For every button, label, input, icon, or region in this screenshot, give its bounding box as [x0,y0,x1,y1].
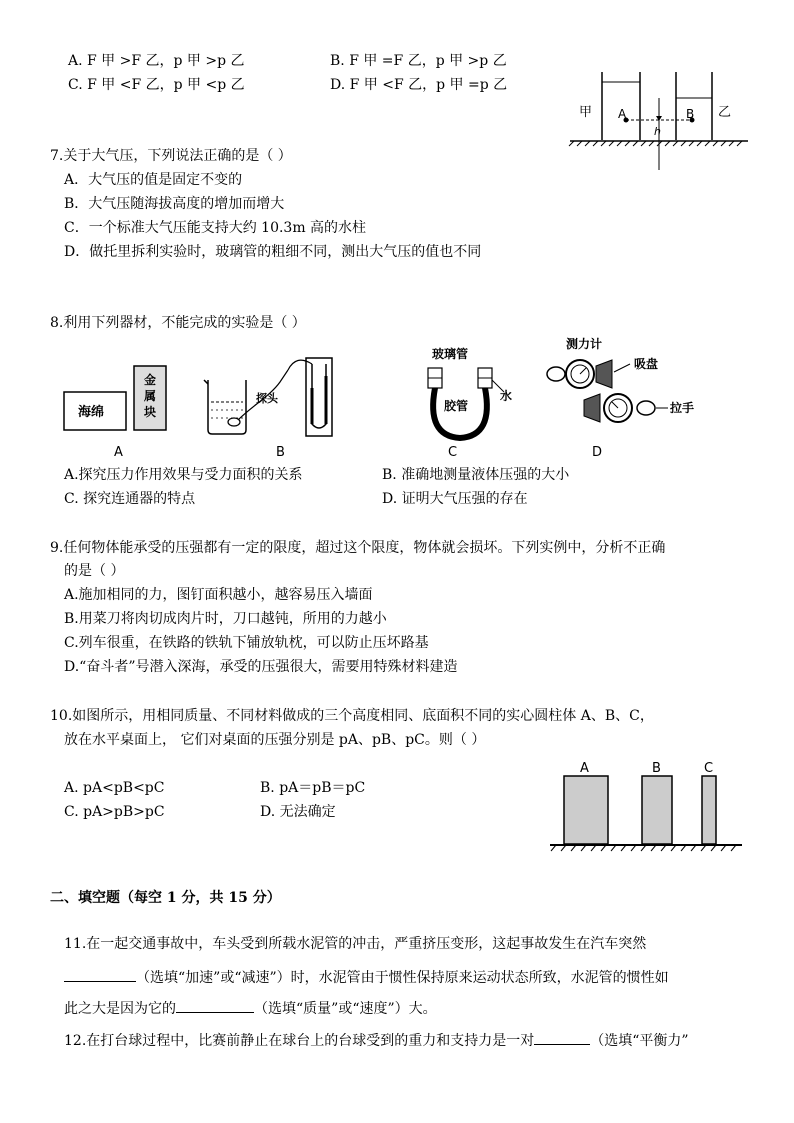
q7-option-d: D．做托里拆利实验时，玻璃管的粗细不同，测出大气压的值也不同 [64,244,482,260]
q8-stem: 8.利用下列器材，不能完成的实验是（ ） [50,315,306,331]
q10-stem-line1: 10.如图所示，用相同质量、不同材料做成的三个高度相同、底面积不同的实心圆柱体 A、B、C， [50,708,654,724]
q6-fig-label-left: 甲 [579,105,593,120]
q6-option-d: D. F 甲 <F 乙，p 甲 =p 乙 [330,77,508,93]
q12-line1-suffix: （选填“平衡力” [590,1033,689,1049]
q8-fig-label-d: D [592,445,603,460]
q8-option-b: B. 准确地测量液体压强的大小 [382,467,570,483]
q10-option-d: D. 无法确定 [260,804,336,820]
q10-option-b: B. pA＝pB＝pC [260,780,366,796]
q9-stem-line2: 的是（ ） [64,563,125,579]
q8-option-c: C. 探究连通器的特点 [64,491,196,507]
q9-stem-line1: 9.任何物体能承受的压强都有一定的限度，超过这个限度，物体就会损坏。下列实例中，分析不正确 [50,540,666,556]
q12-line1 [64,1030,689,1050]
q9-option-b: B.用菜刀将肉切成肉片时，刀口越钝，所用的力越小 [64,611,387,627]
q7-option-b: B．大气压随海拔高度的增加而增大 [64,196,285,212]
q8-fig-sucker: 吸盘 [634,357,659,371]
q12-line1-prefix: 12.在打台球过程中，比赛前静止在球台上的台球受到的重力和支持力是一对 [64,1033,535,1049]
q6-figure [566,64,752,176]
q8-fig-metal-3: 块 [144,405,157,419]
q10-option-a: A. pA<pB<pC [64,780,165,796]
q8-option-a: A.探究压力作用效果与受力面积的关系 [64,467,303,483]
q9-option-d: D.“奋斗者”号潜入深海，承受的压强很大，需要用特殊材料建造 [64,659,458,675]
q6-option-c: C. F 甲 <F 乙，p 甲 <p 乙 [68,77,245,93]
q6-option-b: B. F 甲 =F 乙，p 甲 >p 乙 [330,53,507,69]
q11-line3 [64,998,437,1018]
q9-option-a: A.施加相同的力，图钉面积越小，越容易压入墙面 [64,587,373,603]
q10-stem-line2: 放在水平桌面上， 它们对桌面的压强分别是 pA、pB、pC。则（ ） [64,732,486,748]
section-2-title: 二、填空题（每空 1 分，共 15 分） [50,890,281,906]
q10-fig-label-b: B [652,761,661,776]
q7-option-c: C．一个标准大气压能支持大约 10.3m 高的水柱 [64,220,367,236]
q6-fig-label-h: h [654,125,661,138]
q11-line2-text: （选填“加速”或“减速”）时，水泥管由于惯性保持原来运动状态所致，水泥管的惯性如 [136,970,669,986]
q10-fig-label-c: C [704,761,714,776]
q10-fig-label-a: A [580,761,589,776]
q8-figure [56,336,695,462]
q8-fig-rubber-tube: 胶管 [444,399,469,413]
q11-line2 [64,967,669,987]
q8-fig-handle: 拉手 [670,401,695,415]
q10-option-c: C. pA>pB>pC [64,804,165,820]
q9-option-c: C.列车很重，在铁路的铁轨下铺放轨枕，可以防止压坏路基 [64,635,429,651]
q10-figure [546,758,746,856]
q8-fig-water: 水 [500,389,513,403]
q6-fig-label-a: A [618,107,627,121]
q8-fig-dynamometer: 测力计 [566,337,603,351]
q8-fig-probe: 探头 [256,392,278,405]
q6-fig-label-b: B [686,107,695,121]
q8-fig-label-b: B [276,445,285,460]
q8-fig-label-a: A [114,445,123,460]
q11-line3-suffix: （选填“质量”或“速度”）大。 [254,1001,437,1017]
q11-blank-2[interactable] [176,998,254,1013]
q7-stem: 7.关于大气压，下列说法正确的是（ ） [50,148,292,164]
q11-line3-prefix: 此之大是因为它的 [64,1001,176,1017]
q8-option-d: D. 证明大气压强的存在 [382,491,528,507]
q11-line1: 11.在一起交通事故中，车头受到所载水泥管的冲击，严重挤压变形，这起事故发生在汽车突然 [64,936,647,952]
q8-fig-glass-tube: 玻璃管 [432,347,469,361]
q7-option-a: A．大气压的值是固定不变的 [64,172,243,188]
q8-fig-label-c: C [448,445,458,460]
q11-blank-1[interactable] [64,967,136,982]
q6-fig-label-right: 乙 [718,105,732,120]
q6-option-a: A. F 甲 >F 乙，p 甲 >p 乙 [68,53,245,69]
q12-blank-1[interactable] [534,1030,590,1045]
q8-fig-metal-2: 属 [144,389,157,403]
q8-fig-metal-1: 金 [144,373,157,387]
q8-fig-sponge: 海绵 [78,405,105,420]
